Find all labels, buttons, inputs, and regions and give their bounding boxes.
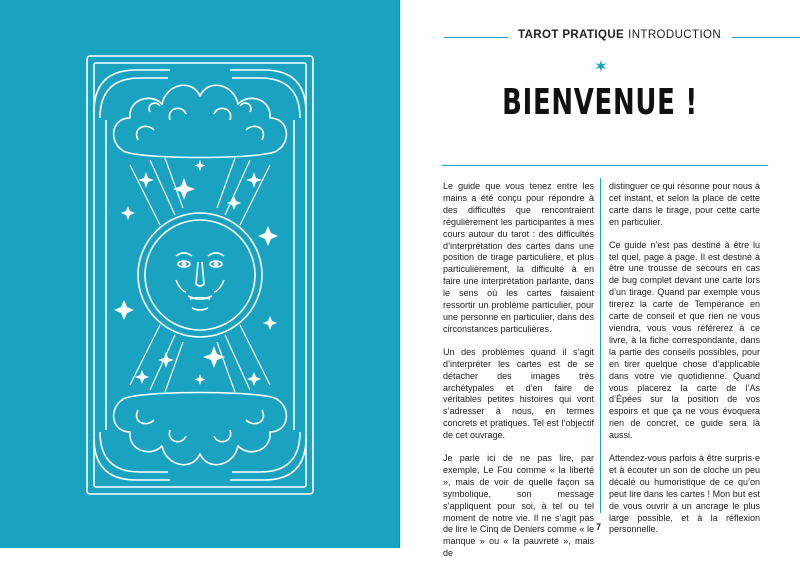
running-head (440, 29, 760, 45)
text-column-left (443, 181, 594, 571)
tarot-card-illustration (0, 0, 400, 548)
paragraph: Je parle ici de ne pas lire, par exemple, Le Fou comme « la liberté », mais de voir de quelle façon sa symbolique, son message s’appliquent pour soi, à tel ou tel moment de notre vie. Il ne s’agit pas de lire le Cinq de Deniers comme « le manque » ou « la pauvreté », mais de (443, 453, 594, 559)
star-ornament-icon (595, 60, 607, 72)
text-column-right (609, 181, 760, 547)
paragraph: Un des problèmes quand il s’agit d’interpréter les cartes est de se détacher des images très archétypales et d’en faire de véritables petites histoires qui vont s’adresser à nous, en termes concrets et pratiques. Tel est l’objectif de cet ouvrage. (443, 346, 594, 441)
sun-tarot-card-drawing (0, 0, 400, 548)
section-label: INTRODUCTION (628, 29, 722, 41)
card-inner-frame (94, 63, 306, 487)
text-page (400, 0, 800, 559)
title-underline-rule (442, 165, 768, 166)
running-head-right-rule (732, 37, 800, 38)
paragraph: Le guide que vous tenez entre les mains a été conçu pour répondre à des difficultés que rencontraient régulièrement les participantes à mes cours autour du tarot : des difficultés d’interprétation des cartes dans une position de tirage particulière, et plus particulièrement, la difficulté à en faire une interprétation parlante, dans le sens où les cartes faisaient ressortir un problème particulier, pour une personne en particulier, dans des circonstances particulières. (443, 181, 594, 334)
paragraph: Ce guide n’est pas destiné à être lu tel quel, page à page. Il est destiné à être une trousse de secours en cas de bug complet devant une carte lors d’un tirage. Quand par exemple vous tirerez la carte de Tempérance en carte de conseil et que rien ne vous viendra, vous vous référerez à ce livre, à la fiche correspondante, dans la partie des conseils possibles, pour en tirer quelque chose d’applicable dans votre vie quotidienne. Quand vous placerez la carte de l’As d’Épées sur la position de vos espoirs et que ça ne vous évoquera rien de concret, ce guide sera là aussi. (609, 239, 760, 441)
left-brow (176, 253, 192, 256)
card-outer-frame (87, 56, 313, 494)
running-head-text (518, 29, 721, 41)
column-divider (600, 178, 601, 513)
page-number: 7 (596, 522, 602, 532)
page-title: BIENVENUE ! (502, 82, 698, 123)
running-head-left-rule (444, 37, 508, 38)
section-bold-label: TAROT PRATIQUE (518, 29, 625, 41)
paragraph: distinguer ce qui résonne pour nous à cet instant, et selon la place de cette carte dans le tirage, pour cette carte en particulier. (609, 181, 760, 227)
paragraph: Attendez-vous parfois à être surpris·e et à écouter un son de cloche un peu décalé ou humoristique de ce qu’on peut lire dans les cartes ! Mon but est de vous ouvrir à un ancrage le plus large possible, et à la réflexion personnelle. (609, 453, 760, 535)
sun-disc (138, 213, 262, 337)
right-brow (208, 253, 224, 256)
top-clouds (114, 85, 287, 157)
bottom-clouds (114, 393, 287, 465)
